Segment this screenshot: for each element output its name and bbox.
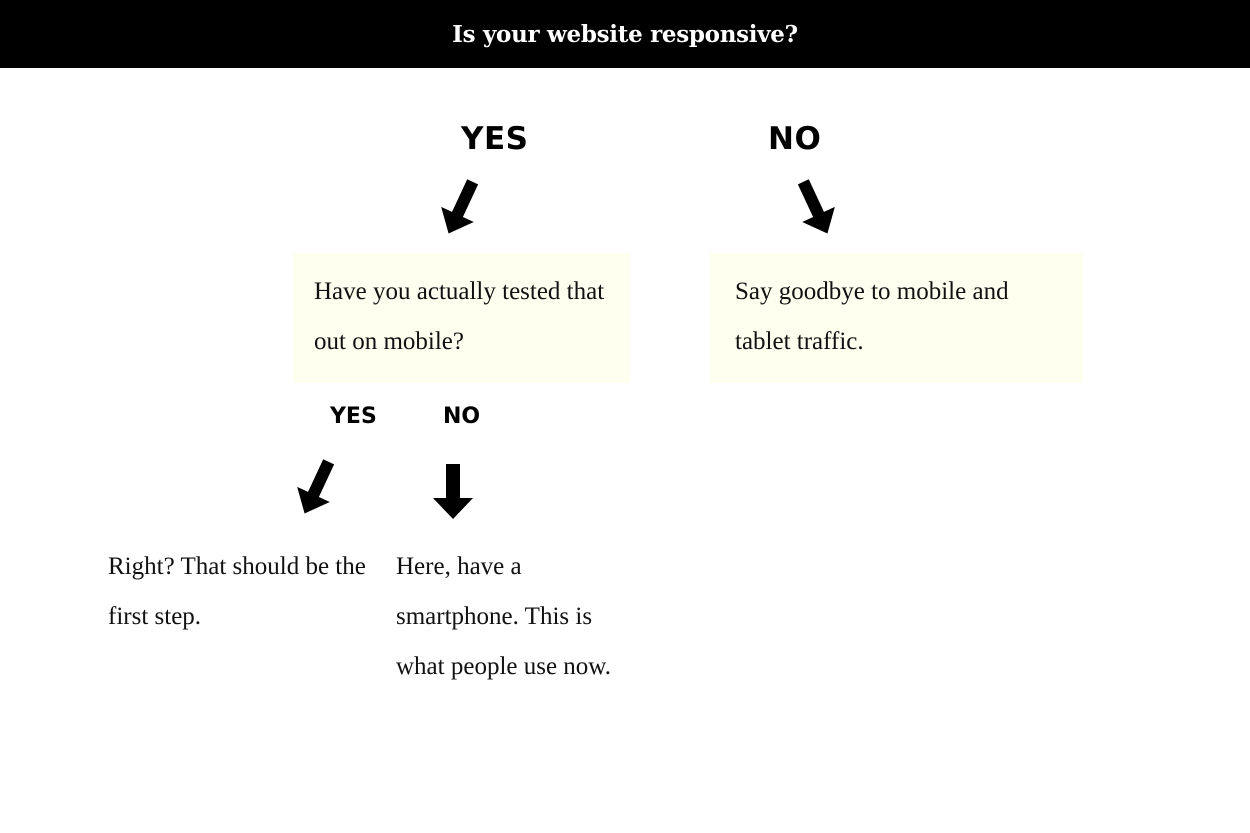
goodbye-box xyxy=(710,253,1083,383)
arrow-down-left-icon xyxy=(432,176,488,242)
arrow-down-left-icon xyxy=(288,456,344,522)
arrow-down-icon xyxy=(425,458,481,524)
first-step-outcome: Right? That should be the first step. xyxy=(108,553,366,630)
page-title: Is your website responsive? xyxy=(452,20,798,48)
header-bar xyxy=(0,0,1250,68)
tested-question-text: Have you actually tested that out on mobile? xyxy=(314,278,605,355)
sub-yes-label: YES xyxy=(330,404,377,429)
smartphone-outcome: Here, have a smartphone. This is what people use now. xyxy=(396,553,611,680)
top-no-label: NO xyxy=(768,121,822,157)
goodbye-text: Say goodbye to mobile and tablet traffic. xyxy=(735,278,1009,355)
arrow-down-right-icon xyxy=(788,176,844,242)
sub-no-label: NO xyxy=(443,404,481,429)
tested-question-box xyxy=(293,253,630,383)
top-yes-label: YES xyxy=(461,121,529,157)
